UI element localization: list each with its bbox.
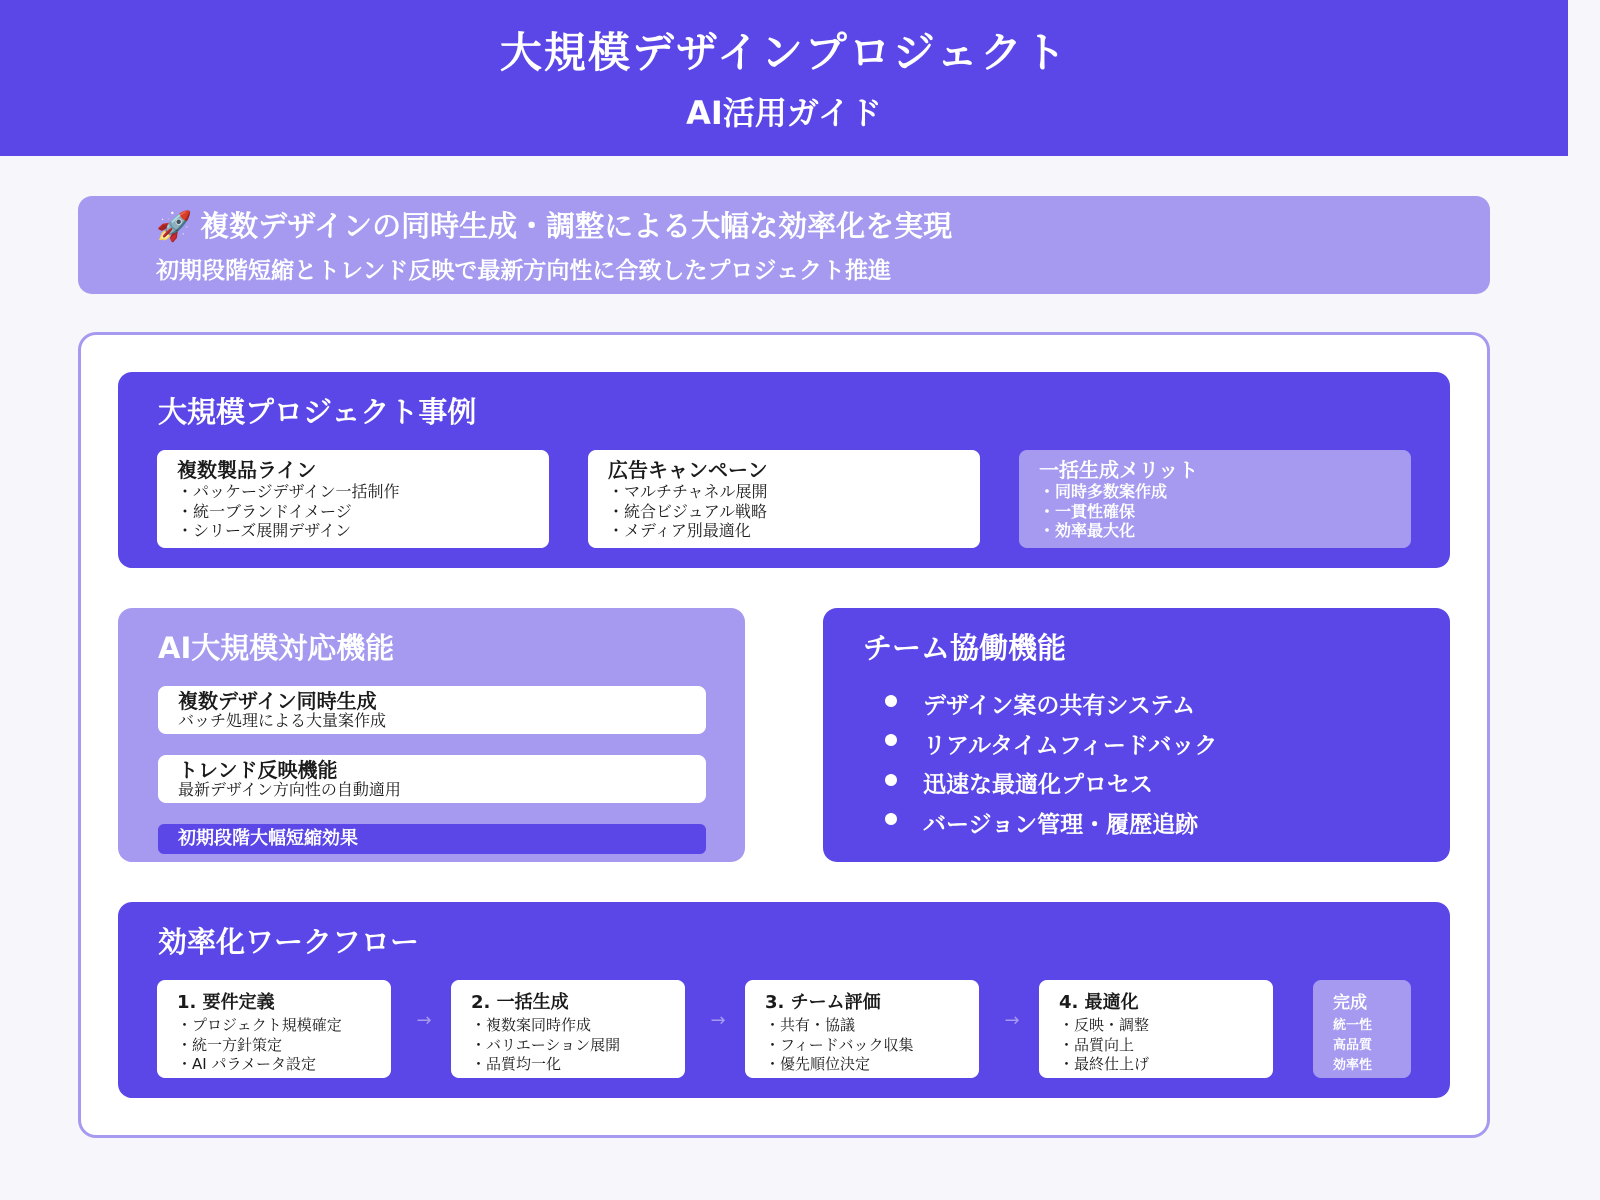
banner-subline: 初期段階短縮とトレンド反映で最新方向性に合致したプロジェクト推進: [156, 258, 891, 284]
team-title: チーム協働機能: [863, 631, 1067, 665]
workflow-panel: [118, 902, 1450, 1098]
step-item: ・フィードバック収集: [765, 1035, 914, 1054]
workflow-step-batch: [451, 980, 685, 1078]
step-item: ・統一方針策定: [177, 1035, 283, 1054]
summary-banner: [78, 196, 1490, 294]
arrow-right-icon: →: [416, 1010, 432, 1031]
step-item: ・プロジェクト規模確定: [177, 1016, 342, 1034]
step-item: ・共有・協議: [765, 1016, 856, 1034]
feature-card-batch-generation: [158, 686, 706, 734]
list-item-text: 迅速な最適化プロセス: [923, 772, 1153, 799]
case-card-batch-merits: [1019, 450, 1411, 548]
step-item: ・バリエーション展開: [471, 1035, 621, 1054]
cases-panel: [118, 372, 1450, 568]
workflow-step-review: [745, 980, 979, 1078]
case-card-title: 広告キャンペーン: [608, 458, 768, 482]
step-title: 1. 要件定義: [177, 992, 275, 1013]
step-item: ・優先順位決定: [765, 1055, 871, 1073]
step-item: ・品質向上: [1059, 1035, 1135, 1054]
team-panel: [823, 608, 1450, 862]
case-card-item: ・パッケージデザイン一括制作: [177, 482, 400, 501]
feature-card-trend: [158, 755, 706, 803]
cases-title: 大規模プロジェクト事例: [158, 395, 477, 429]
ai-features-panel: [118, 608, 745, 862]
final-title: 完成: [1333, 993, 1367, 1013]
bullet-icon: [885, 774, 897, 786]
ai-features-title: AI大規模対応機能: [158, 631, 395, 665]
case-card-title: 一括生成メリット: [1039, 458, 1199, 482]
case-card-item: ・同時多数案作成: [1039, 482, 1168, 501]
step-item: ・AI パラメータ設定: [177, 1055, 317, 1073]
page-header: [0, 0, 1568, 156]
team-feature-list: [885, 684, 1217, 842]
final-item: 効率性: [1333, 1058, 1373, 1073]
arrow-right-icon: →: [1004, 1010, 1020, 1031]
bullet-icon: [885, 695, 897, 707]
page-title: 大規模デザインプロジェクト: [499, 28, 1069, 77]
banner-headline: 複数デザインの同時生成・調整による大幅な効率化を実現: [200, 209, 953, 243]
workflow-step-optimize: [1039, 980, 1273, 1078]
step-title: 4. 最適化: [1059, 992, 1139, 1013]
case-card-title: 複数製品ライン: [177, 458, 317, 482]
main-frame: [78, 332, 1490, 1138]
list-item: [885, 763, 1217, 803]
banner-headline-row: [156, 204, 952, 245]
step-item: ・品質均一化: [471, 1055, 562, 1073]
step-title: 3. チーム評価: [765, 992, 881, 1013]
step-item: ・最終仕上げ: [1059, 1055, 1150, 1073]
feature-title: トレンド反映機能: [178, 758, 338, 782]
feature-desc: 最新デザイン方向性の自動適用: [178, 780, 401, 799]
case-card-ad-campaign: [588, 450, 980, 548]
workflow-step-requirements: [157, 980, 391, 1078]
bullet-icon: [885, 813, 897, 825]
case-card-item: ・メディア別最適化: [608, 521, 751, 540]
case-card-item: ・マルチチャネル展開: [608, 482, 768, 501]
workflow-title: 効率化ワークフロー: [158, 925, 420, 959]
case-card-item: ・一貫性確保: [1039, 501, 1136, 521]
list-item: [885, 684, 1217, 724]
case-card-item: ・効率最大化: [1039, 521, 1136, 540]
feature-highlight-bar: 初期段階大幅短縮効果: [158, 824, 706, 854]
step-item: ・複数案同時作成: [471, 1016, 592, 1034]
arrow-right-icon: →: [710, 1010, 726, 1031]
page-subtitle: AI活用ガイド: [686, 94, 882, 132]
bullet-icon: [885, 734, 897, 746]
list-item-text: リアルタイムフィードバック: [923, 732, 1218, 759]
case-card-item: ・統合ビジュアル戦略: [608, 501, 768, 521]
workflow-final-card: [1313, 980, 1411, 1078]
step-title: 2. 一括生成: [471, 992, 569, 1013]
list-item-text: デザイン案の共有システム: [923, 693, 1196, 720]
feature-title: 複数デザイン同時生成: [178, 689, 377, 713]
rocket-icon: 🚀: [156, 209, 193, 243]
case-card-item: ・シリーズ展開デザイン: [177, 521, 352, 540]
list-item-text: バージョン管理・履歴追跡: [923, 811, 1199, 838]
final-item: 統一性: [1333, 1018, 1373, 1033]
final-item: 高品質: [1333, 1038, 1373, 1053]
feature-desc: バッチ処理による大量案作成: [178, 711, 387, 730]
step-item: ・反映・調整: [1059, 1016, 1150, 1034]
list-item: [885, 724, 1217, 764]
case-card-product-line: [157, 450, 549, 548]
case-card-item: ・統一ブランドイメージ: [177, 501, 352, 521]
list-item: [885, 803, 1217, 843]
